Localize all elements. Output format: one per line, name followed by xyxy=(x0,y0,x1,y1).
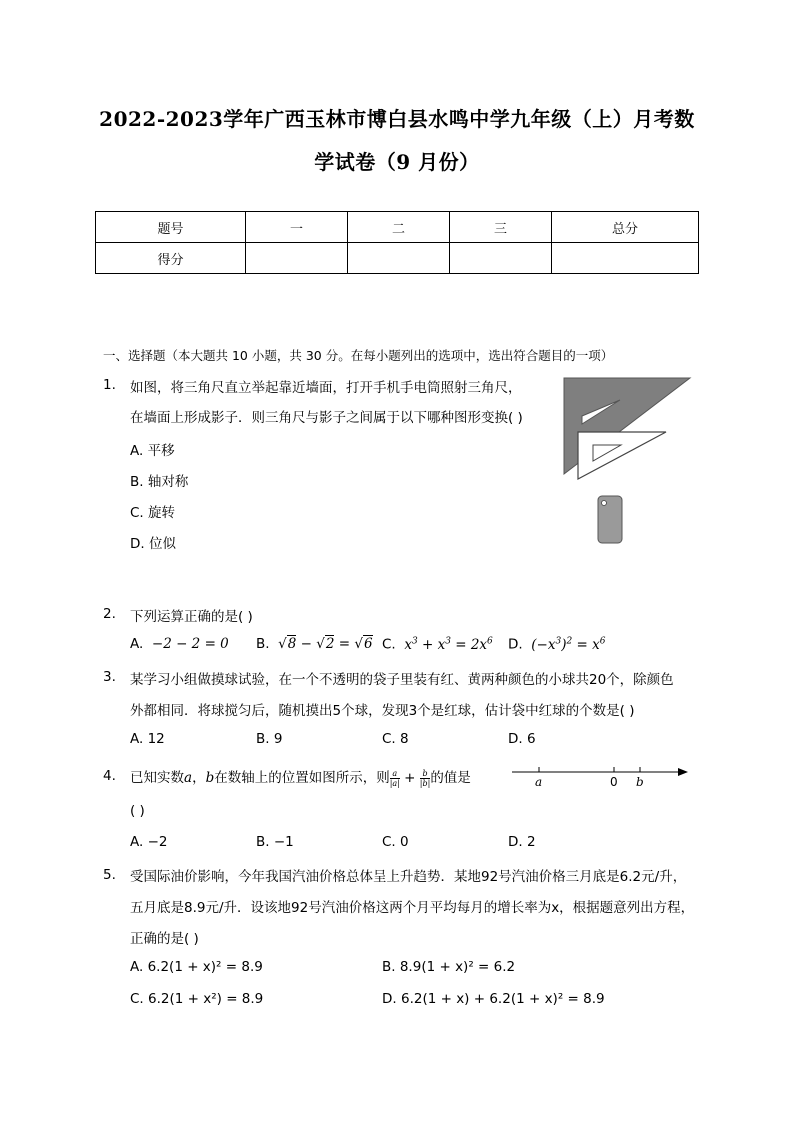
header-cell: 一 xyxy=(246,212,348,243)
score-table-score-row xyxy=(96,243,699,274)
q4-option-b[interactable]: B. −1 xyxy=(256,834,294,850)
q5-stem-line2: 五月底是8.9元/升．设该地92号汽油价格这两个月平均每月的增长率为x，根据题意列出方程， xyxy=(130,900,695,916)
q4-option-a[interactable]: A. −2 xyxy=(130,834,168,850)
q5-stem-line1: 受国际油价影响，今年我国汽油价格总体呈上升趋势．某地92号汽油价格三月底是6.2元/升， xyxy=(130,869,687,885)
q2-option-a-expr: −2 − 2 = 0 xyxy=(151,636,229,652)
q2-option-d-label: D. xyxy=(508,636,523,653)
score-cell[interactable] xyxy=(450,243,552,274)
q4-number: 4. xyxy=(103,768,116,784)
header-cell: 三 xyxy=(450,212,552,243)
q1-number: 1. xyxy=(103,377,116,393)
q2-option-a-label: A. xyxy=(130,636,144,652)
q4-var-b: b xyxy=(205,770,215,786)
q4-number-line xyxy=(508,760,693,792)
q3-option-a[interactable]: A. 12 xyxy=(130,731,165,747)
q3-option-d[interactable]: D. 6 xyxy=(508,731,536,747)
q5-option-d[interactable]: D. 6.2(1 + x) + 6.2(1 + x)² = 8.9 xyxy=(382,991,605,1007)
set-square xyxy=(578,432,666,479)
score-cell[interactable] xyxy=(552,243,699,274)
number-line-arrow xyxy=(678,768,688,776)
score-table-header-row xyxy=(96,212,699,243)
q4-var-a: a xyxy=(184,770,193,786)
exam-title-line2: 学试卷（9 月份） xyxy=(314,150,480,174)
q4-text-3: 在数轴上的位置如图所示，则 xyxy=(214,770,390,786)
q2-b-radicand3: 6 xyxy=(363,636,373,652)
q5-option-a[interactable]: A. 6.2(1 + x)² = 8.9 xyxy=(130,959,263,975)
q4-text-2: ， xyxy=(192,770,206,786)
header-cell: 二 xyxy=(348,212,450,243)
q2-option-c[interactable]: C. $x^3 + x^3 = 2x^6$ xyxy=(382,636,493,653)
q1-option-c[interactable]: C. 旋转 xyxy=(130,505,176,521)
q3-option-c[interactable]: C. 8 xyxy=(382,731,409,747)
q5-number: 5. xyxy=(103,867,116,883)
header-cell: 题号 xyxy=(96,212,246,243)
q4-option-d[interactable]: D. 2 xyxy=(508,834,536,850)
label-b: b xyxy=(636,775,644,789)
q1-option-d[interactable]: D. 位似 xyxy=(130,536,176,552)
q4-stem-line1: 已知实数a，b在数轴上的位置如图所示，则 $\frac{a}{|a|}$ + $\frac{b}{|b|}$ 的值是 xyxy=(130,768,471,788)
header-cell: 总分 xyxy=(552,212,699,243)
q2-b-radicand1: 8 xyxy=(287,636,297,652)
row-label-cell: 得分 xyxy=(96,243,246,274)
exam-title-line1: 2022-2023学年广西玉林市博白县水鸣中学九年级（上）月考数 xyxy=(99,107,695,131)
q3-option-b[interactable]: B. 9 xyxy=(256,731,283,747)
q4-text-4: 的值是 xyxy=(430,770,471,786)
score-cell[interactable] xyxy=(246,243,348,274)
q2-stem: 下列运算正确的是( ) xyxy=(130,609,253,625)
q2-option-c-label: C. xyxy=(382,636,396,653)
q4-frac-a: $\frac{a}{|a|}$ xyxy=(389,768,400,788)
q1-figure xyxy=(560,374,695,549)
q2-b-radicand2: 2 xyxy=(325,636,335,652)
q4-stem-line2: ( ) xyxy=(130,803,145,819)
q3-number: 3. xyxy=(103,669,116,685)
section-heading: 一、选择题（本大题共 10 小题，共 30 分。在每小题列出的选项中，选出符合题目的一项） xyxy=(103,348,614,363)
q1-stem-line2: 在墙面上形成影子．则三角尺与影子之间属于以下哪种图形变换( ) xyxy=(130,410,523,426)
q1-stem-line1: 如图，将三角尺直立举起靠近墙面，打开手机手电筒照射三角尺， xyxy=(130,380,522,396)
q1-option-a[interactable]: A. 平移 xyxy=(130,443,175,459)
score-cell[interactable] xyxy=(348,243,450,274)
phone-flashlight-icon xyxy=(602,501,607,506)
label-zero: 0 xyxy=(610,775,618,789)
q3-stem-line2: 外都相同．将球搅匀后，随机摸出5个球，发现3个是红球，估计袋中红球的个数是( ) xyxy=(130,703,635,719)
q4-text-1: 已知实数 xyxy=(130,770,184,786)
q2-option-a[interactable] xyxy=(130,636,229,652)
q5-stem-line3: 正确的是( ) xyxy=(130,931,199,947)
q3-stem-line1: 某学习小组做摸球试验，在一个不透明的袋子里装有红、黄两种颜色的小球共20个，除颜色 xyxy=(130,672,674,688)
q2-option-b-label: B. xyxy=(256,636,270,652)
q2-number: 2. xyxy=(103,606,116,622)
label-a: a xyxy=(535,775,543,789)
q1-option-b[interactable]: B. 轴对称 xyxy=(130,474,189,490)
q4-frac-b: $\frac{b}{|b|}$ xyxy=(419,768,431,788)
q5-option-c[interactable]: C. 6.2(1 + x²) = 8.9 xyxy=(130,991,264,1007)
q2-option-d[interactable]: D. $(-x^3)^2 = x^6$ xyxy=(508,636,606,653)
q5-option-b[interactable]: B. 8.9(1 + x)² = 6.2 xyxy=(382,959,516,975)
q2-option-b[interactable]: B. √8 − √2 = √6 xyxy=(256,636,373,652)
score-table xyxy=(95,211,699,274)
q4-option-c[interactable]: C. 0 xyxy=(382,834,409,850)
